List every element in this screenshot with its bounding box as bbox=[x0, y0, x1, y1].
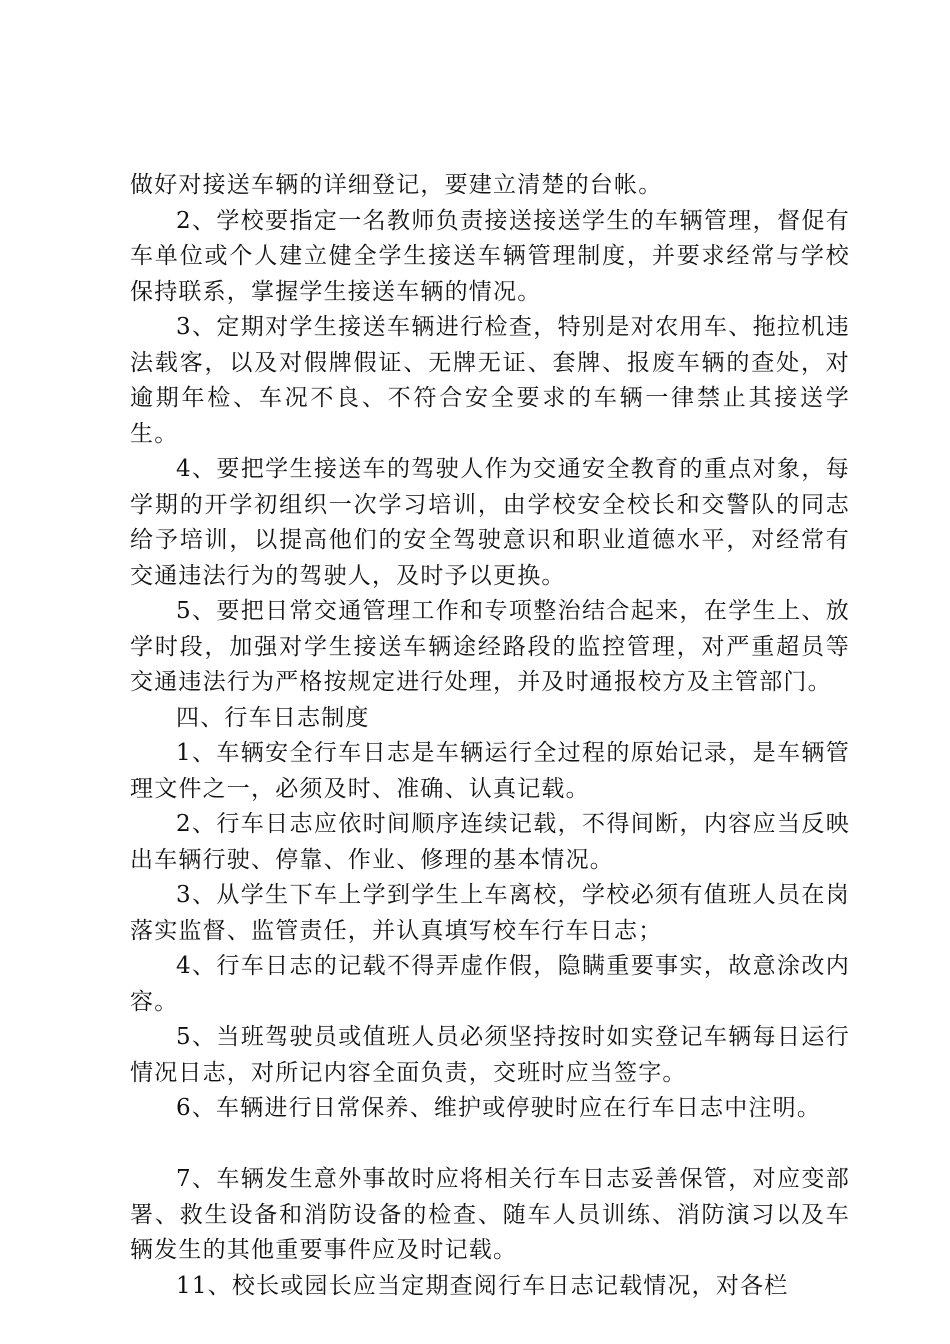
paragraph-item-4: 4、要把学生接送车的驾驶人作为交通安全教育的重点对象，每学期的开学初组织一次学习培训，由学校安全校长和交警队的同志给予培训，以提高他们的安全驾驶意识和职业道德水平，对经常有交通违法行为的驾驶人，及时予以更换。 bbox=[130, 456, 850, 589]
document-body bbox=[130, 168, 850, 1304]
paragraph-item-5: 5、要把日常交通管理工作和专项整治结合起来，在学生上、放学时段，加强对学生接送车辆途经路段的监控管理，对严重超员等交通违法行为严格按规定进行处理，并及时通报校方及主管部门。 bbox=[130, 598, 850, 695]
paragraph-item-2: 2、学校要指定一名教师负责接送接送学生的车辆管理，督促有车单位或个人建立健全学生接送车辆管理制度，并要求经常与学校保持联系，掌握学生接送车辆的情况。 bbox=[130, 207, 850, 305]
log-item-3: 3、从学生下车上学到学生上车离校，学校必须有值班人员在岗落实监督、监管责任，并认真填写校车行车日志； bbox=[130, 882, 850, 944]
section-heading: 四、行车日志制度 bbox=[176, 704, 370, 731]
log-item-1: 1、车辆安全行车日志是车辆运行全过程的原始记录，是车辆管理文件之一，必须及时、准确、认真记载。 bbox=[130, 740, 850, 802]
log-item-11: 11、校长或园长应当定期查阅行车日志记载情况，对各栏 bbox=[176, 1272, 789, 1299]
log-item-7: 7、车辆发生意外事故时应将相关行车日志妥善保管，对应变部署、救生设备和消防设备的检查、随车人员训练、消防演习以及车辆发生的其他重要事件应及时记载。 bbox=[130, 1166, 850, 1263]
blank-line bbox=[130, 1127, 850, 1163]
log-item-5: 5、当班驾驶员或值班人员必须坚持按时如实登记车辆每日运行情况日志，对所记内容全面负责，交班时应当签字。 bbox=[130, 1024, 850, 1086]
log-item-6: 6、车辆进行日常保养、维护或停驶时应在行车日志中注明。 bbox=[176, 1095, 822, 1121]
paragraph-item-3: 3、定期对学生接送车辆进行检查，特别是对农用车、拖拉机违法载客，以及对假牌假证、无牌无证、套牌、报废车辆的查处，对逾期年检、车况不良、不符合安全要求的车辆一律禁止其接送学生。 bbox=[130, 314, 850, 447]
paragraph-continuation: 做好对接送车辆的详细登记，要建立清楚的台帐。 bbox=[130, 172, 663, 198]
log-item-4: 4、行车日志的记载不得弄虚作假，隐瞒重要事实，故意涂改内容。 bbox=[130, 953, 850, 1015]
log-item-2: 2、行车日志应依时间顺序连续记载，不得间断，内容应当反映出车辆行驶、停靠、作业、修理的基本情况。 bbox=[130, 811, 850, 873]
